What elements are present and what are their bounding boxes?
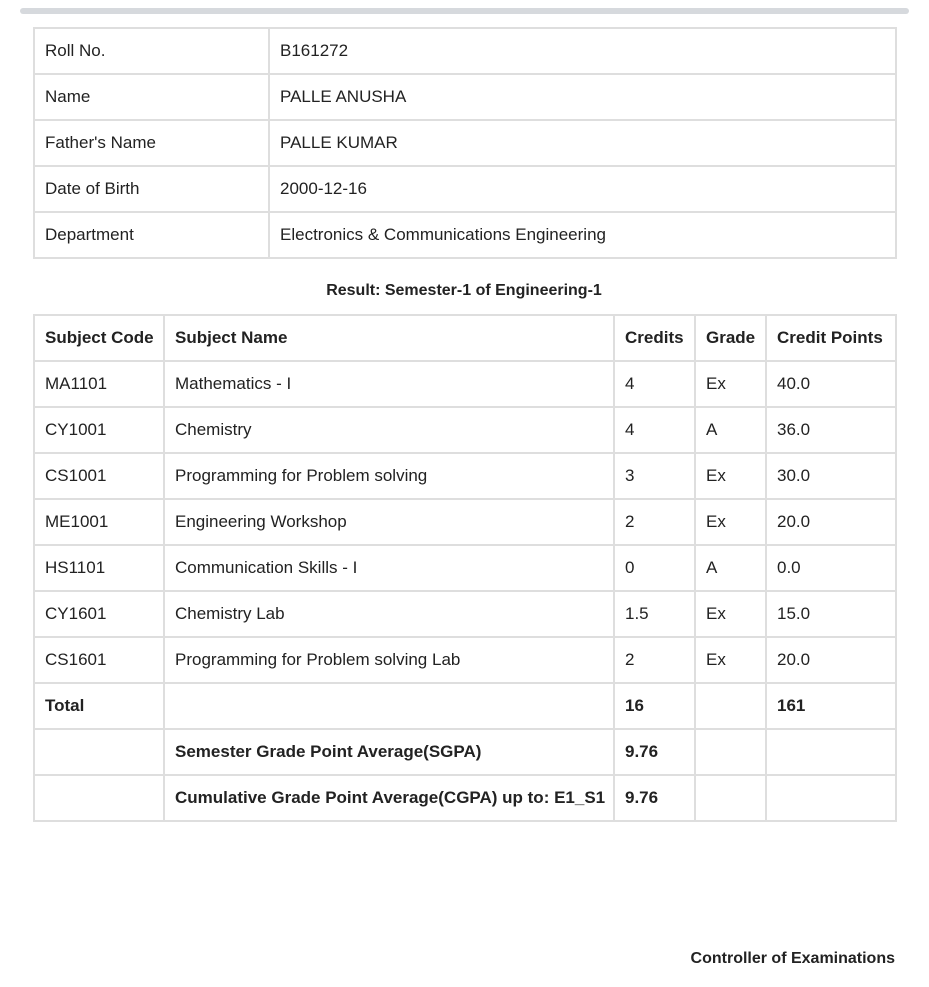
subject-name: Chemistry Lab [164,591,614,637]
subject-grade: Ex [695,361,766,407]
subject-credits: 1.5 [614,591,695,637]
subject-grade: A [695,545,766,591]
subject-code: CS1601 [34,637,164,683]
sgpa-value: 9.76 [614,729,695,775]
info-label: Name [34,74,269,120]
info-value: PALLE KUMAR [269,120,896,166]
header-credits: Credits [614,315,695,361]
sgpa-row [34,729,896,775]
subject-code: HS1101 [34,545,164,591]
empty-cell [164,683,614,729]
table-row [34,361,896,407]
info-row-roll-no [34,28,896,74]
subject-grade: Ex [695,453,766,499]
subject-code: CY1601 [34,591,164,637]
info-label: Roll No. [34,28,269,74]
total-credits: 16 [614,683,695,729]
empty-cell [766,729,896,775]
subject-credits: 2 [614,499,695,545]
table-row [34,453,896,499]
table-row [34,545,896,591]
cgpa-value: 9.76 [614,775,695,821]
subject-credit-points: 15.0 [766,591,896,637]
subject-credits: 3 [614,453,695,499]
info-row-father-name [34,120,896,166]
table-row [34,591,896,637]
result-title: Result: Semester-1 of Engineering-1 [326,282,602,299]
table-row [34,499,896,545]
header-grade: Grade [695,315,766,361]
result-table [33,314,897,822]
subject-code: ME1001 [34,499,164,545]
subject-name: Engineering Workshop [164,499,614,545]
subject-name: Mathematics - I [164,361,614,407]
subject-credit-points: 0.0 [766,545,896,591]
empty-cell [34,775,164,821]
subject-credits: 2 [614,637,695,683]
total-row [34,683,896,729]
subject-name: Chemistry [164,407,614,453]
info-label: Department [34,212,269,258]
subject-grade: Ex [695,637,766,683]
header-subject-name: Subject Name [164,315,614,361]
subject-credit-points: 20.0 [766,499,896,545]
subject-credits: 0 [614,545,695,591]
empty-cell [34,729,164,775]
subject-grade: Ex [695,499,766,545]
subject-credit-points: 36.0 [766,407,896,453]
subject-grade: Ex [695,591,766,637]
student-info-table [33,27,897,259]
header-subject-code: Subject Code [34,315,164,361]
subject-name: Communication Skills - I [164,545,614,591]
controller-signature-label: Controller of Examinations [690,950,895,967]
result-header-row [34,315,896,361]
info-value: Electronics & Communications Engineering [269,212,896,258]
header-credit-points: Credit Points [766,315,896,361]
info-value: B161272 [269,28,896,74]
cgpa-row [34,775,896,821]
info-row-department [34,212,896,258]
cgpa-label: Cumulative Grade Point Average(CGPA) up to: E1_S1 [164,775,614,821]
empty-cell [766,775,896,821]
info-row-name [34,74,896,120]
info-label: Father's Name [34,120,269,166]
subject-credit-points: 20.0 [766,637,896,683]
table-row [34,407,896,453]
info-value: PALLE ANUSHA [269,74,896,120]
info-row-date-of-birth [34,166,896,212]
subject-credits: 4 [614,361,695,407]
top-divider-bar [20,8,909,14]
sgpa-label: Semester Grade Point Average(SGPA) [164,729,614,775]
info-value: 2000-12-16 [269,166,896,212]
total-credit-points: 161 [766,683,896,729]
subject-grade: A [695,407,766,453]
info-label: Date of Birth [34,166,269,212]
subject-credit-points: 40.0 [766,361,896,407]
total-label: Total [34,683,164,729]
empty-cell [695,729,766,775]
subject-code: MA1101 [34,361,164,407]
table-row [34,637,896,683]
subject-code: CY1001 [34,407,164,453]
subject-name: Programming for Problem solving [164,453,614,499]
empty-cell [695,775,766,821]
subject-code: CS1001 [34,453,164,499]
subject-credits: 4 [614,407,695,453]
subject-credit-points: 30.0 [766,453,896,499]
empty-cell [695,683,766,729]
subject-name: Programming for Problem solving Lab [164,637,614,683]
